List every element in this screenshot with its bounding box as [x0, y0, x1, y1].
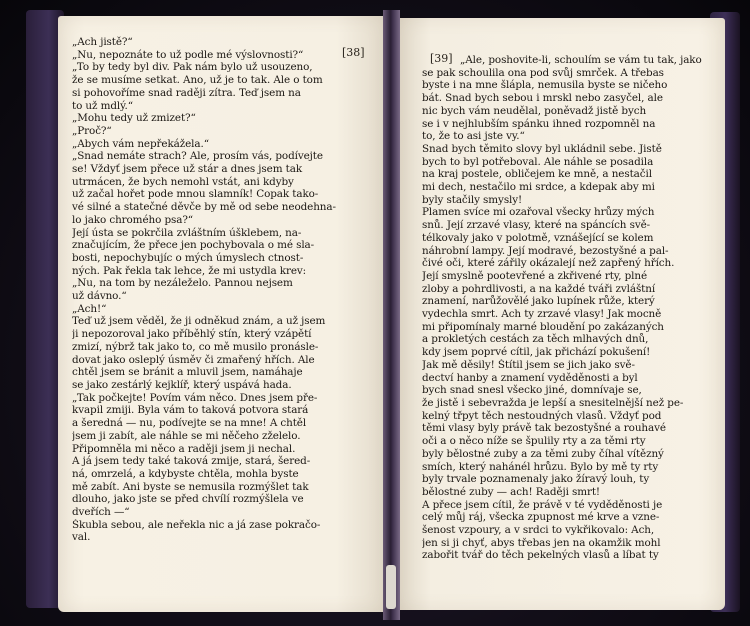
text-line: ná, omrzelá, a kdybyste chtěla, mohla byste [72, 467, 299, 480]
text-line: Jak mě děsily! Štítil jsem se jich jako svě- [422, 358, 635, 371]
text-line: „To by tedy byl div. Pak nám bylo už usouzeno, [72, 61, 313, 74]
text-line: že se musíme setkat. Ano, už je to tak. Ale o tom [72, 74, 323, 87]
text-line: se! Vždyť jsem přece už stár a dnes jsem tak [72, 163, 303, 176]
text-line: že jistě i sebevražda je lepší a snesitelnější než pe- [422, 396, 684, 409]
text-line: se jako zestárlý kejklíř, který uspává hada. [72, 378, 292, 391]
text-line: val. [72, 531, 91, 544]
text-line: bělostné zuby — ach! Raději smrt! [422, 485, 601, 498]
text-line: „Ach!“ [72, 302, 107, 315]
page-number: [38] [342, 46, 365, 59]
text-line: „Nu, nepoznáte to už podle mé výslovnosti?“ [72, 48, 304, 61]
text-line: byly bělostné zuby a za těmi zuby číhal vítězný [422, 447, 664, 460]
text-line: jen si ji chyť, abys třebas jen na okamžik mohl [422, 536, 661, 549]
text-line: „Proč?“ [72, 124, 112, 137]
text-line: „Ach jistě?“ [72, 36, 133, 48]
text-line: dlouho, jako jste se před chvílí rozmýšlela ve [72, 493, 304, 506]
text-line: „Ale, poshovite-li, schoulím se vám tu tak, jako [460, 54, 702, 66]
text-line: Snad bych těmito slovy byl ukládnil sebe. Jistě [422, 142, 662, 155]
text-line: „Snad nemáte strach? Ale, prosím vás, podívejte [72, 150, 323, 163]
text-line: jsem ji zabít, ale náhle se mi něčeho zželelo. [72, 429, 301, 442]
text-line: těmi vlasy byly právě tak bezostyšné a rouhavé [422, 422, 666, 435]
text-line: to, že to asi jste vy.“ [422, 130, 525, 143]
text-line: znamení, narůžovělé jako lupínek růže, který [422, 295, 655, 308]
text-line: na kraj postele, obličejem ke mně, a nestačil [422, 168, 652, 181]
text-line: a prokletých cestách za těch mlhavých dnů, [422, 333, 649, 346]
text-line: se pak schoulila ona pod svůj smrček. A třebas [422, 66, 664, 79]
text-line: „Nu, na tom by nezáleželo. Pannou nejsem [72, 277, 293, 290]
page-number: [39] [430, 52, 453, 65]
text-line: zmizí, nýbrž tak jako to, co mě musilo pronásle- [72, 340, 319, 353]
text-line: se i v nejhlubším spánku ihned rozpomněl na [422, 117, 656, 130]
text-line: snů. Její zrzavé vlasy, které na spáncích svě- [422, 219, 651, 232]
left-page-text [72, 36, 364, 544]
right-page [398, 18, 725, 610]
text-line: ných. Pak řekla tak lehce, že mi ustydla krev: [72, 264, 307, 277]
bookmark-ribbon [386, 565, 396, 609]
text-line: mi dech, nestačilo mi srdce, a kdepak aby mi [422, 181, 655, 194]
text-line: dveřích —“ [72, 506, 130, 519]
text-line: „Abych vám nepřekážela.“ [72, 137, 209, 150]
text-line: zabořit tvář do těch pekelných vlasů a líbat ty [422, 549, 659, 562]
book-gutter [383, 10, 400, 620]
text-line: oči a o něco níže se špulily rty a za těmi rty [422, 435, 646, 448]
text-line: dovat jako osleplý úsměv či zmařený hřích. Ale [72, 353, 315, 366]
text-line: kdy jsem poprvé cítil, jak přichází pokušení! [422, 346, 651, 359]
text-line: zloby a pohrdlivosti, a na každé tváři zvláštní [422, 282, 656, 295]
text-line: „Mohu tedy už zmizet?“ [72, 112, 196, 125]
text-line: byly stačily smysly! [422, 193, 523, 206]
text-line: ji nepozoroval jako příběhlý stín, který vzápětí [72, 328, 312, 341]
text-line: A přece jsem cítil, že právě v té vyděděnosti je [422, 498, 663, 511]
text-line: Plamen svíce mi ozařoval všecky hrůzy mých [422, 206, 655, 219]
text-line: mě zabít. Ani byste se nemusila rozmýšlet tak [72, 480, 309, 493]
text-line: lo jako chromého psa?“ [72, 213, 194, 226]
text-line: bát. Snad bych sebou i mrskl nebo zasyčel, ale [422, 92, 663, 105]
text-line: si pohovoříme snad raději zítra. Teď jsem na [72, 86, 301, 99]
text-line: celý můj ráj, všecka zpupnost mé krve a vzne- [422, 511, 660, 524]
text-line: už dávno.“ [72, 290, 127, 303]
text-line: A já jsem tedy také taková zmije, stará, šered- [72, 455, 311, 468]
text-line: utrmácen, že bych nemohl vstát, ani kdyby [72, 175, 294, 188]
text-line: nic bych vám neudělal, poněvadž jistě bych [422, 104, 647, 117]
text-line: kvapil zmiji. Byla vám to taková potvora stará [72, 404, 309, 417]
text-line: télkovaly jako v polotmě, vznášející se kolem [422, 231, 654, 244]
text-line: Škubla sebou, ale neřekla nic a já zase pokračo- [72, 518, 321, 531]
text-line: a šeredná — nu, podívejte se na mne! A chtěl [72, 417, 307, 430]
text-line: mi připomínaly marné bloudění po zakázaných [422, 320, 664, 333]
text-line: už začal hořet pode mnou slamník! Copak tako- [72, 188, 319, 201]
text-line: čivé oči, které zářily okázalejí než zapřený hřích. [422, 257, 675, 270]
text-line: značujícím, že přece jen pochybovala o mé sla- [72, 239, 315, 252]
text-line: bych snad snesl všecko jiné, domnívaje se, [422, 384, 642, 397]
text-line: kelný třpyt těch nestoudných vlasů. Vždyť pod [422, 409, 662, 422]
text-line: vydechla smrt. Ach ty zrzavé vlasy! Jak mocně [422, 308, 662, 321]
text-line: Její smyslně pootevřené a zkřivené rty, plné [422, 269, 648, 282]
text-line: smích, který nahánél hrůzu. Bylo by mě ty rty [422, 460, 659, 473]
left-page [58, 16, 385, 612]
text-line: Připomněla mi něco a raději jsem ji nechal. [72, 442, 296, 455]
text-line: „Tak počkejte! Povím vám něco. Dnes jsem pře- [72, 391, 318, 404]
text-line: dectví hanby a znamení vyděděnosti a byl [422, 371, 638, 384]
text-line: bosti, nepochybujíc o mých úmyslech ctnost- [72, 251, 304, 264]
text-line: byly trvale poznamenaly jako žíravý louh, ty [422, 473, 650, 486]
text-line: vé silné a statečné děvče by mě od sebe neodehna- [72, 201, 336, 214]
text-line: bych to byl potřeboval. Ale náhle se posadila [422, 155, 654, 168]
text-line: šenost vzpoury, a v srdci to vykřikovalo: Ach, [422, 524, 655, 537]
right-page-text [422, 54, 712, 562]
text-line: byste i na mne šlápla, nemusila byste se ničeho [422, 79, 668, 92]
text-line: Její ústa se pokrčila zvláštním úšklebem, na- [72, 226, 302, 239]
text-line: náhrobní lampy. Její modravé, bezostyšné a pal- [422, 244, 669, 257]
text-line: to už mdlý.“ [72, 99, 133, 112]
text-line: chtěl jsem se bránit a mluvil jsem, namáhaje [72, 366, 303, 379]
text-line: Teď už jsem věděl, že ji odněkud znám, a už jsem [72, 315, 326, 328]
